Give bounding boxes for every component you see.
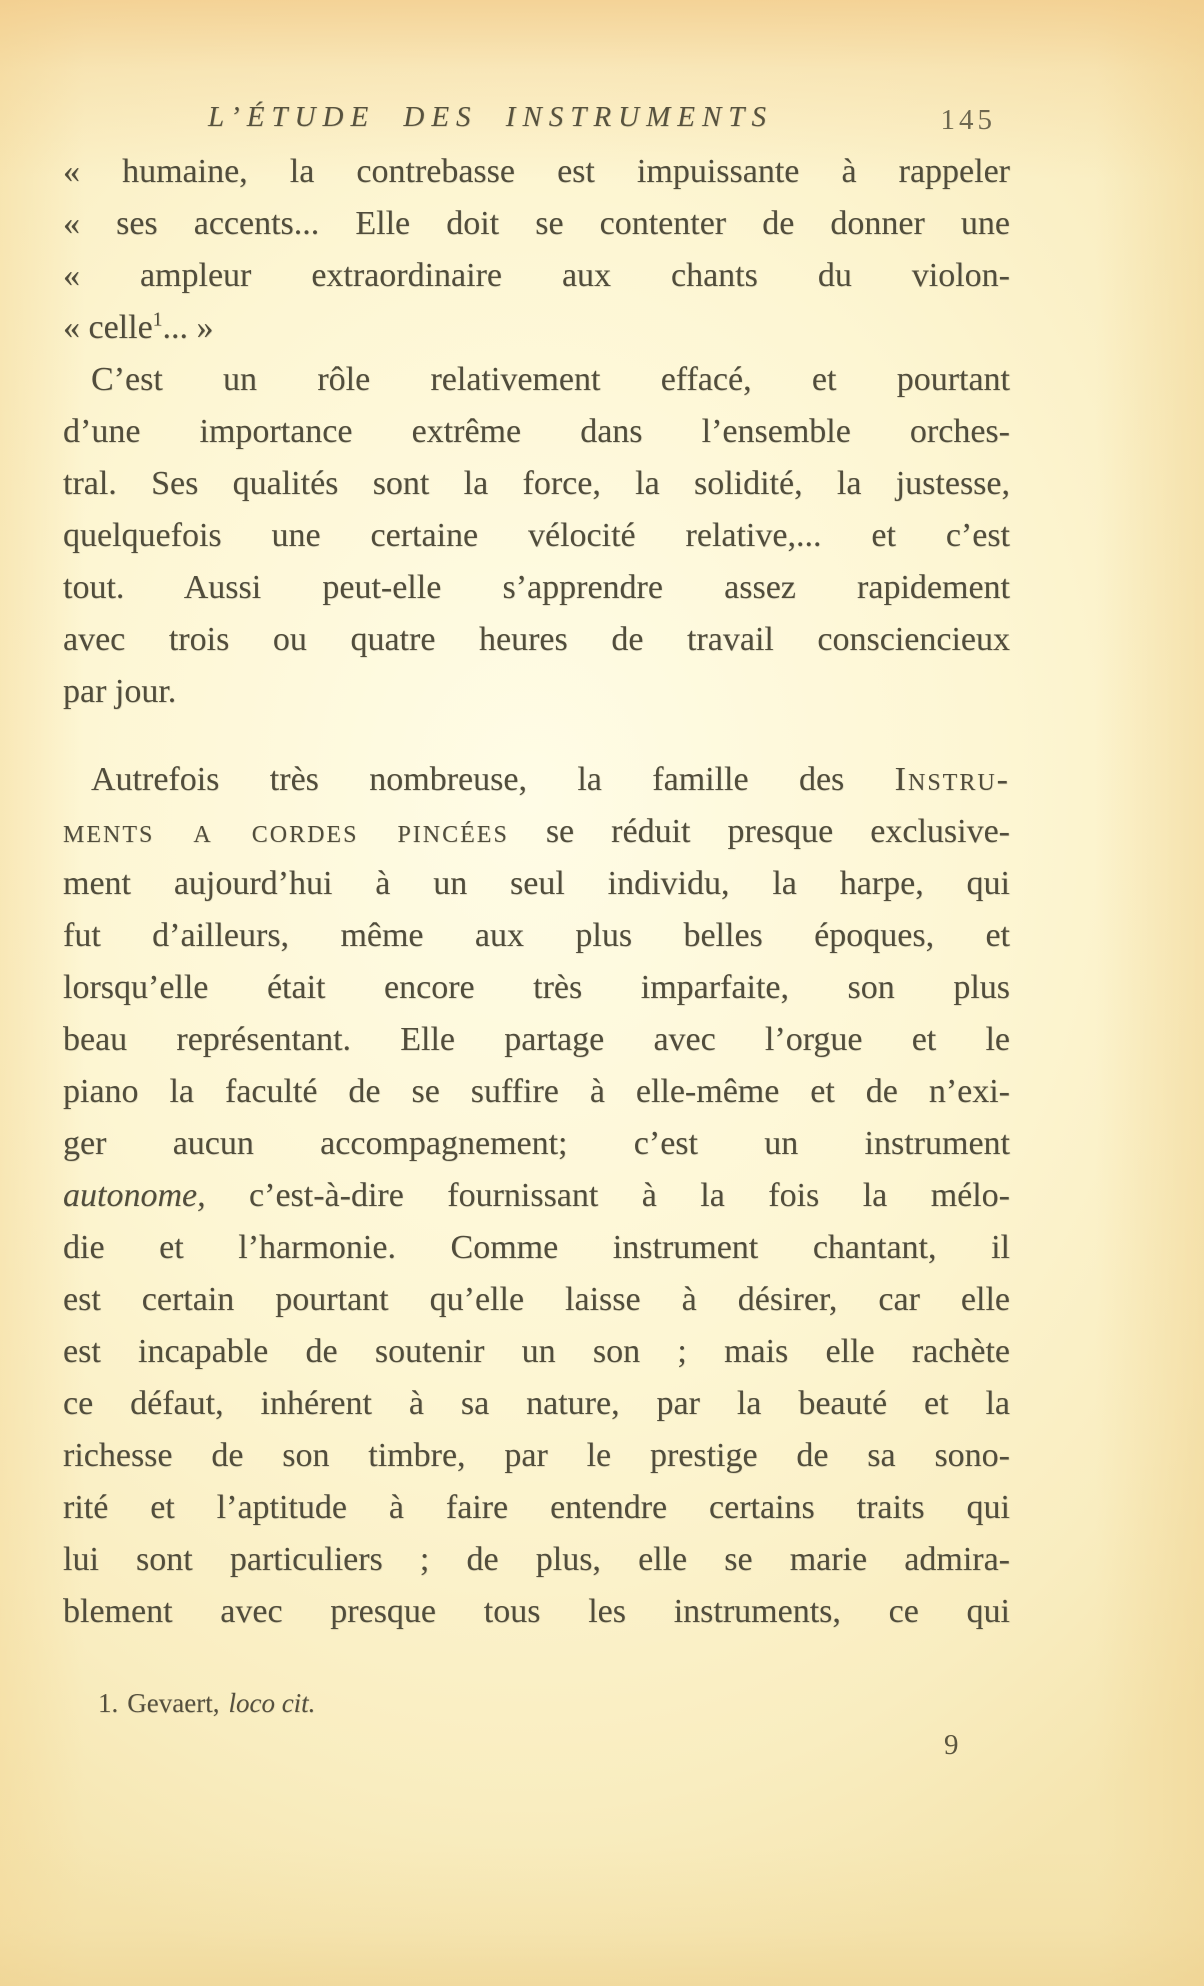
text-segment: autonome, [63, 1177, 206, 1214]
paragraph [63, 146, 1010, 354]
text-line [63, 458, 1010, 510]
text-segment: avec trois ou quatre heures de travail consciencieux [63, 621, 1010, 658]
text-line [63, 754, 1010, 806]
text-segment: tout. Aussi peut-elle s’apprendre assez rapidement [63, 569, 1010, 606]
text-segment: C’est un rôle relativement effacé, et pourtant [91, 361, 1010, 398]
text-segment: « celle [63, 309, 153, 346]
text-line [63, 250, 1010, 302]
text-line [63, 198, 1010, 250]
text-segment: blement avec presque tous les instruments, ce qui [63, 1593, 1010, 1630]
text-line [63, 1482, 1010, 1534]
text-segment: ger aucun accompagnement; c’est un instrument [63, 1125, 1010, 1162]
text-line [63, 1378, 1010, 1430]
text-line [63, 858, 1010, 910]
page-title: L’ÉTUDE DES INSTRUMENTS [208, 101, 773, 133]
text-segment: die et l’harmonie. Comme instrument chantant, il [63, 1229, 1010, 1266]
text-segment: richesse de son timbre, par le prestige de sa sono- [63, 1437, 1010, 1474]
text-line [63, 1118, 1010, 1170]
text-segment: se réduit presque exclusive- [508, 813, 1010, 850]
text-segment: « humaine, la contrebasse est impuissante à rappeler [63, 153, 1010, 190]
footnote-text: Gevaert, [127, 1688, 220, 1718]
footnote-number: 1. [98, 1688, 119, 1718]
body-text [63, 146, 1010, 1638]
text-segment: fut d’ailleurs, même aux plus belles époques, et [63, 917, 1010, 954]
text-segment: Instru- [894, 761, 1010, 798]
text-segment: ce défaut, inhérent à sa nature, par la beauté et la [63, 1385, 1010, 1422]
text-line [63, 302, 1010, 354]
text-segment: quelquefois une certaine vélocité relative,... et c’est [63, 517, 1010, 554]
page-number: 145 [940, 104, 996, 136]
text-line [63, 1014, 1010, 1066]
text-line [63, 1222, 1010, 1274]
text-line [63, 510, 1010, 562]
footnote [98, 1688, 315, 1719]
text-segment: rité et l’aptitude à faire entendre certains traits qui [63, 1489, 1010, 1526]
text-line [63, 1586, 1010, 1638]
text-line [63, 806, 1010, 858]
text-line [63, 406, 1010, 458]
text-line [63, 354, 1010, 406]
text-segment: par jour. [63, 673, 177, 710]
text-segment: d’une importance extrême dans l’ensemble orches- [63, 413, 1010, 450]
text-line [63, 1326, 1010, 1378]
paragraph [63, 354, 1010, 718]
text-segment: lorsqu’elle était encore très imparfaite, son plus [63, 969, 1010, 1006]
text-line [63, 666, 1010, 718]
text-segment: tral. Ses qualités sont la force, la solidité, la justesse, [63, 465, 1010, 502]
text-line [63, 146, 1010, 198]
text-line [63, 910, 1010, 962]
text-segment: piano la faculté de se suffire à elle-même et de n’exi- [63, 1073, 1010, 1110]
running-header [60, 101, 1010, 143]
text-segment: ments a cordes pincées [63, 813, 509, 850]
text-segment: ment aujourd’hui à un seul individu, la harpe, qui [63, 865, 1010, 902]
signature-mark: 9 [944, 1729, 959, 1761]
text-segment: « ses accents... Elle doit se contenter de donner une [63, 205, 1010, 242]
footnote-reference: 1 [152, 308, 163, 331]
text-line [63, 614, 1010, 666]
text-line [63, 1066, 1010, 1118]
text-line [63, 562, 1010, 614]
text-segment: lui sont particuliers ; de plus, elle se marie admira- [63, 1541, 1010, 1578]
text-line [63, 962, 1010, 1014]
text-line [63, 1274, 1010, 1326]
text-segment: beau représentant. Elle partage avec l’orgue et le [63, 1021, 1010, 1058]
text-segment: est certain pourtant qu’elle laisse à désirer, car elle [63, 1281, 1010, 1318]
paragraph [63, 754, 1010, 1638]
text-segment: « ampleur extraordinaire aux chants du violon- [63, 257, 1010, 294]
text-segment: est incapable de soutenir un son ; mais elle rachète [63, 1333, 1010, 1370]
text-line [63, 1170, 1010, 1222]
footnote-citation: loco cit. [228, 1688, 316, 1718]
text-segment: c’est-à-dire fournissant à la fois la mélo- [205, 1177, 1010, 1214]
text-segment: ... » [162, 309, 214, 346]
text-line [63, 1430, 1010, 1482]
text-segment: Autrefois très nombreuse, la famille des [91, 761, 895, 798]
text-line [63, 1534, 1010, 1586]
